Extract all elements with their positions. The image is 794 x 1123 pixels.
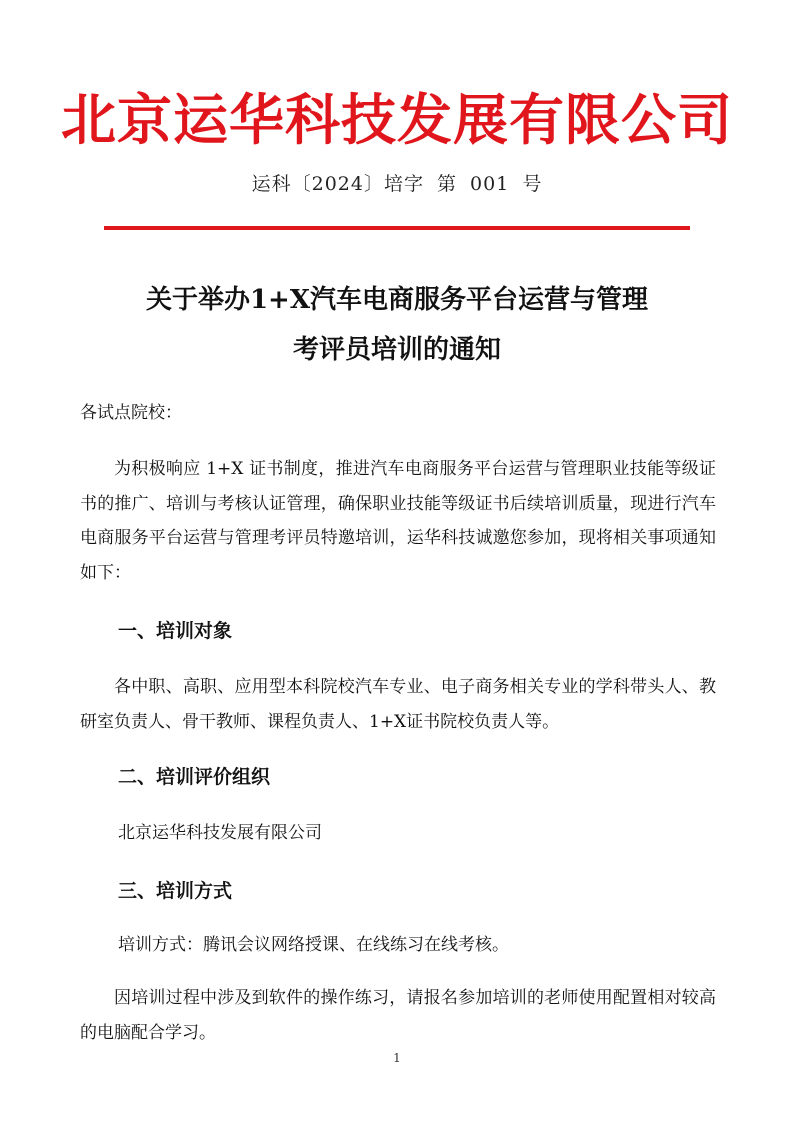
- org-letterhead: 北京运华科技发展有限公司: [60, 88, 733, 152]
- red-divider: [104, 226, 690, 230]
- notice-title-line-1: 关于举办1+X汽车电商服务平台运营与管理: [145, 285, 649, 315]
- section-heading-method: 三、培训方式: [118, 880, 233, 902]
- page-number: 1: [393, 1051, 401, 1065]
- section-body-organization: 北京运华科技发展有限公司: [118, 823, 322, 843]
- section-heading-trainees: 一、培训对象: [118, 620, 233, 642]
- section-heading-organization: 二、培训评价组织: [118, 766, 271, 788]
- notice-title-line-2: 考评员培训的通知: [292, 335, 501, 365]
- section-body-method: 培训方式：腾讯会议网络授课、在线练习在线考核。: [118, 935, 509, 955]
- intro-paragraph: 为积极响应 1+X 证书制度，推进汽车电商服务平台运营与管理职业技能等级证书的推广、培训与考核认证管理，确保职业技能等级证书后续培训质量，现进行汽车电商服务平台运营与管理考评员特邀培训，运华科技诚邀您参加，现将相关事项通知如下：: [80, 459, 716, 583]
- document-number: 运科〔2024〕培字 第 001 号: [251, 173, 543, 195]
- salutation: 各试点院校：: [80, 403, 182, 423]
- section-note-method: 因培训过程中涉及到软件的操作练习，请报名参加培训的老师使用配置相对较高的电脑配合学习。: [80, 988, 716, 1043]
- section-body-trainees: 各中职、高职、应用型本科院校汽车专业、电子商务相关专业的学科带头人、教研室负责人、骨干教师、课程负责人、1+X证书院校负责人等。: [80, 677, 716, 732]
